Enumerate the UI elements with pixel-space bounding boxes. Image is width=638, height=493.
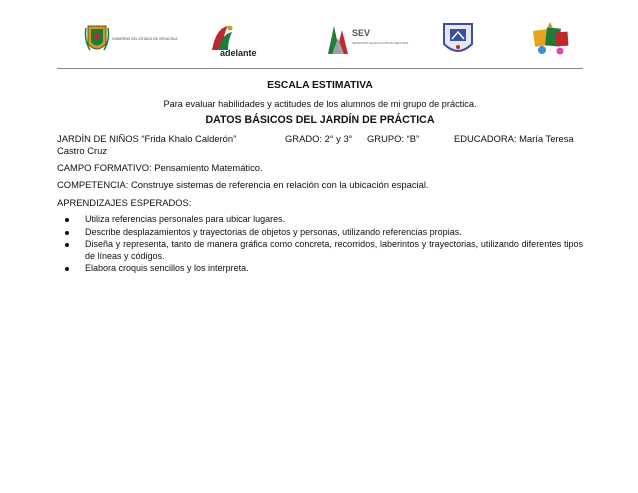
veracruz-logo-text: GOBIERNO DEL ESTADO DE VERACRUZ <box>112 37 178 41</box>
section-heading: DATOS BÁSICOS DEL JARDÍN DE PRÁCTICA <box>205 114 435 126</box>
list-item-text: Diseña y representa, tanto de manera gráfica como concreta, recorridos, laberintos y trayectorias, utilizando diferentes tipos de líneas y códigos. <box>85 239 583 261</box>
list-item-text: Describe desplazamientos y trayectorias de objetos y personas, utilizando referencias propias. <box>85 226 462 237</box>
document-subtitle: Para evaluar habilidades y actitudes de los alumnos de mi grupo de práctica. <box>163 99 477 109</box>
adelante-logo <box>206 20 266 60</box>
list-item <box>85 239 583 262</box>
campo-formativo: CAMPO FORMATIVO: Pensamiento Matemático. <box>57 162 263 173</box>
list-item <box>85 227 583 239</box>
sev-subtitle: SECRETARÍA DE EDUCACIÓN DE VERACRUZ <box>352 42 409 45</box>
document-body <box>57 79 583 276</box>
aprendizajes-heading: APRENDIZAJES ESPERADOS: <box>57 197 192 208</box>
school-info <box>57 133 583 157</box>
sev-logo <box>324 20 409 60</box>
header-divider <box>57 68 583 69</box>
sev-title: SEV <box>352 28 371 38</box>
crest-shield-icon <box>86 26 109 50</box>
adelante-text: adelante <box>220 48 257 58</box>
veracruz-crest-logo <box>84 20 178 60</box>
grupo-field: GRUPO: “B” <box>367 133 420 144</box>
kinder-colorful-logo <box>530 20 574 60</box>
logo-bar <box>78 20 578 62</box>
bullet-icon <box>65 218 69 222</box>
document-title: ESCALA ESTIMATIVA <box>267 80 373 91</box>
grado-field: GRADO: 2° y 3° <box>285 133 353 144</box>
aprendizajes-list <box>57 214 583 275</box>
list-item-text: Utiliza referencias personales para ubicar lugares. <box>85 214 286 224</box>
list-item-text: Elabora croquis sencillos y los interpreta. <box>85 263 249 273</box>
list-item <box>85 263 583 275</box>
sev-mark-icon <box>328 26 348 54</box>
educadora-continuation: Castro Cruz <box>57 145 108 156</box>
bullet-icon <box>65 231 69 235</box>
educadora-field: EDUCADORA: María Teresa <box>454 133 574 144</box>
jardin-name: JARDÍN DE NIÑOS “Frida Khalo Calderón” <box>57 133 237 144</box>
competencia: COMPETENCIA: Construye sistemas de referencia en relación con la ubicación espacial. <box>57 179 429 190</box>
adelante-mark-icon <box>212 26 233 51</box>
bullet-icon <box>65 267 69 271</box>
school-crest-logo <box>438 20 478 60</box>
bullet-icon <box>65 243 69 247</box>
list-item <box>85 214 583 226</box>
